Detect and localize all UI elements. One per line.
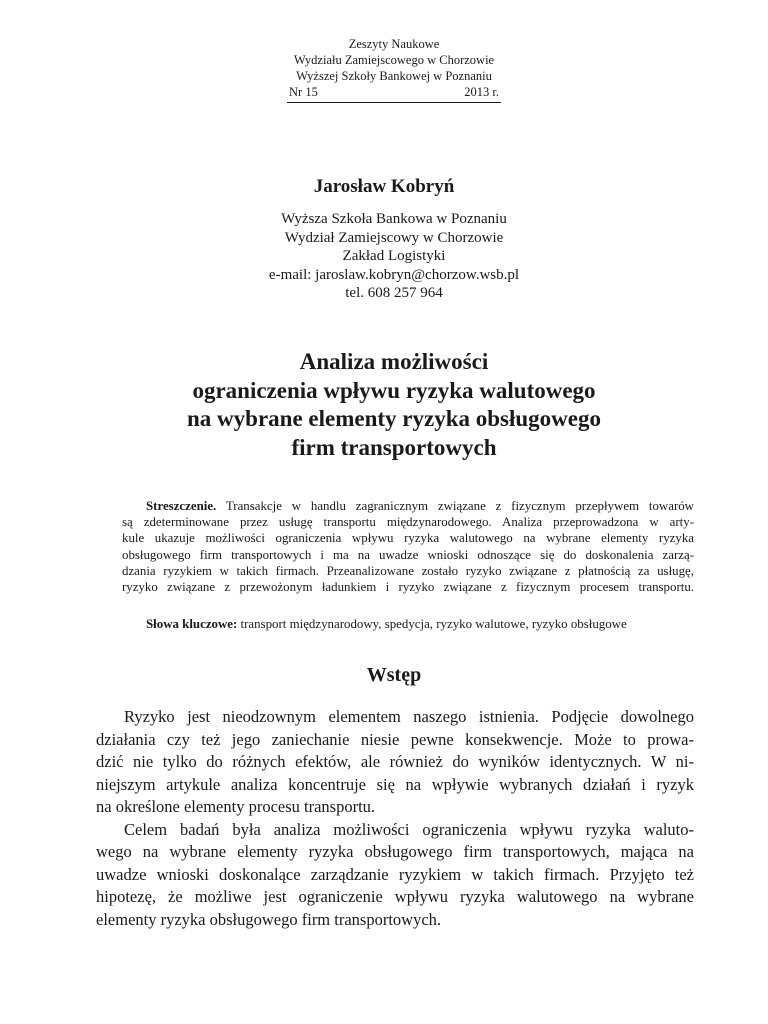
abstract-line: obsługowego firm transportowych i ma na uwadze wnioski odnoszące się do doskonalenia zarzą- xyxy=(122,547,694,562)
body-text xyxy=(96,706,694,931)
author-name: Jarosław Kobryń xyxy=(313,176,455,197)
body-line: elementy ryzyka obsługowego firm transportowych. xyxy=(96,909,442,929)
affiliation-phone: tel. 608 257 964 xyxy=(345,285,443,301)
title-line: Analiza możliwości xyxy=(299,349,489,374)
paper-title xyxy=(0,348,768,462)
affiliation-faculty: Wydział Zamiejscowy w Chorzowie xyxy=(284,229,504,246)
title-line: firm transportowych xyxy=(291,434,497,460)
keywords xyxy=(146,616,627,632)
abstract-line: dzania ryzykiem w takich firmach. Przeanalizowane zostało ryzyko związane z płatnością za usługę, xyxy=(122,563,694,578)
section-heading: Wstęp xyxy=(366,664,422,686)
journal-issue-number: Nr 15 xyxy=(289,85,318,99)
abstract-line: kule ukazuje możliwości ograniczenia wpływu ryzyka walutowego na wybrane elementy ryzyka xyxy=(122,531,694,546)
body-line: uwadze wnioski doskonalące zarządzanie ryzykiem w takich firmach. Przyjęto też xyxy=(96,864,694,884)
journal-masthead xyxy=(287,36,501,100)
journal-issue-row xyxy=(287,84,501,100)
journal-university: Wyższej Szkoły Bankowej w Poznaniu xyxy=(296,69,492,83)
affiliation-department: Zakład Logistyki xyxy=(342,248,446,264)
keywords-label: Słowa kluczowe: xyxy=(146,617,238,631)
abstract-label: Streszczenie. xyxy=(146,499,217,513)
body-line: działania czy też jego zaniechanie niesie pewne konsekwencje. Może to prowa- xyxy=(96,729,694,749)
masthead-divider xyxy=(287,102,501,103)
keywords-text: transport międzynarodowy, spedycja, ryzyko walutowe, ryzyko obsługowe xyxy=(240,617,627,631)
journal-name: Zeszyty Naukowe xyxy=(348,37,440,51)
body-line: hipotezę, że możliwe jest ograniczenie wpływu ryzyka walutowego na wybrane xyxy=(96,887,694,906)
author-affiliation xyxy=(0,210,768,303)
abstract-line xyxy=(122,498,694,514)
body-line: Ryzyko jest nieodzownym elementem naszego istnienia. Podjęcie dowolnego xyxy=(124,707,694,726)
body-line: na określone elementy procesu transportu. xyxy=(96,797,376,816)
abstract-line: ryzyko związane z przewożonym ładunkiem i ryzyko związane z fizycznym procesem transportu. xyxy=(122,579,694,594)
body-line: dzić nie tylko do różnych efektów, ale również do wyników identycznych. W ni- xyxy=(96,752,694,771)
abstract xyxy=(122,498,694,595)
journal-year: 2013 r. xyxy=(464,85,499,99)
affiliation-email: e-mail: jaroslaw.kobryn@chorzow.wsb.pl xyxy=(268,266,520,283)
body-line: niejszym artykule analiza koncentruje się na wpływie wybranych działań i ryzyk xyxy=(96,774,694,794)
affiliation-school: Wyższa Szkoła Bankowa w Poznaniu xyxy=(281,211,507,227)
journal-faculty: Wydziału Zamiejscowego w Chorzowie xyxy=(293,53,495,67)
body-line: wego na wybrane elementy ryzyka obsługowego firm transportowych, mająca na xyxy=(96,842,694,861)
body-line: Celem badań była analiza możliwości ograniczenia wpływu ryzyka waluto- xyxy=(124,819,694,839)
title-line: na wybrane elementy ryzyka obsługowego xyxy=(187,406,601,431)
abstract-line: są zdeterminowane przez usługę transportu międzynarodowego. Analiza przeprowadzona w arty- xyxy=(122,515,694,530)
title-line: ograniczenia wpływu ryzyka walutowego xyxy=(192,377,596,403)
abstract-text: Transakcje w handlu zagranicznym związane z fizycznym przepływem towarów xyxy=(225,499,694,513)
